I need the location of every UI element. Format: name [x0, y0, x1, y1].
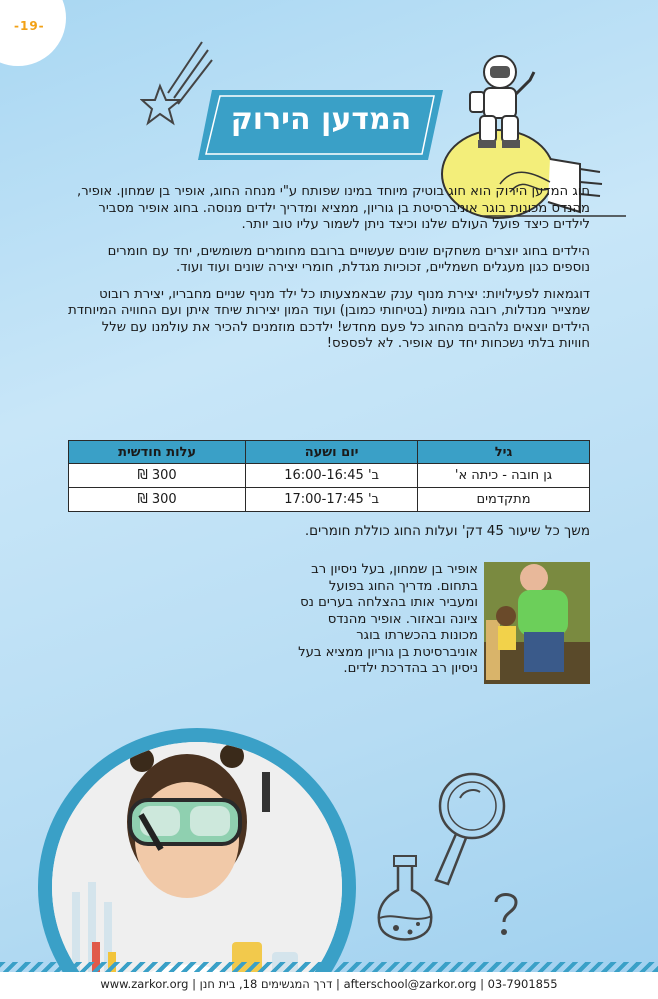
table-cell: מתקדמים	[418, 488, 590, 512]
table-cell: ב' 17:00-17:45	[246, 488, 418, 512]
table-cell: 300 ₪	[69, 488, 246, 512]
intro-paragraph: דוגמאות לפעילויות: יצירת מנוף ענק שבאמצעותו כל ילד מניף שניים מחבריו, יצירת רובוט שמצייר מנדלות, רובה גומיות (בטיחותי כמובן) ועוד המון יצירות שיחד איתן ועם החוויה המיוחדת הילדים יוצאים נלהבים מהחוג כל פעם מחדש! ילדכם מוזמנים להכיר את עולמנו עם שלל חוויות בלתי נשכחות יחד עם אופיר. לא לפספס!	[68, 286, 590, 351]
child-photo-frame	[38, 728, 356, 999]
table-header-cost: עלות חודשית	[69, 441, 246, 464]
schedule-table	[68, 440, 590, 512]
table-cell: ב' 16:00-16:45	[246, 464, 418, 488]
page-number: -19-	[14, 19, 45, 33]
table-row	[69, 464, 590, 488]
instructor-photo	[484, 562, 590, 684]
table-cell: גן חובה - כיתה א'	[418, 464, 590, 488]
lesson-note: משך כל שיעור 45 דק' ועלות החוג כוללת חומרים.	[304, 523, 590, 539]
footer-contact: afterschool@zarkor.org | 03-7901855 | דרך המגשימים 18, בית חנן | www.zarkor.org	[0, 972, 658, 999]
table-row	[69, 488, 590, 512]
table-header-age: גיל	[418, 441, 590, 464]
title-banner	[198, 90, 443, 160]
question-mark-icon	[490, 890, 520, 938]
table-cell: 300 ₪	[69, 464, 246, 488]
flask-icon	[374, 854, 438, 946]
instructor-bio: אופיר בן שמחון, בעל ניסיון רב בתחום. מדריך החוג בפועל ומעביר אותו בהצלחה בערים נס ציונה ובאזור. אופיר מהנדס מכונות בהכשרתו בוגר אוניברסיטת בן גוריון ממציא בעל ניסיון רב בהדרכת ילדים.	[298, 562, 478, 676]
table-header-day-time: יום ושעה	[246, 441, 418, 464]
table-header-row	[69, 441, 590, 464]
intro-paragraph: הילדים בחוג יוצרים משחקים שונים שעשויים ברובם מחומרים משומשים, יחד עם חומרים נוספים כגון מעגלים חשמליים, זכוכיות מגדלת, חומרי יצירה שונים ועוד ועוד.	[107, 243, 590, 275]
page-title: המדען הירוק	[230, 102, 412, 137]
child-photo	[52, 742, 342, 999]
page-number-badge	[0, 0, 66, 66]
intro-paragraph: חוג המדען הירוק הוא חוג בוטיק מיוחד במינו שפותח ע"י מנחה החוג, אופיר בן שמחון. אופיר, מהנדס מכונות בוגר אוניברסיטת בן גוריון, ממציא ומדריך ילדים מנוסה. בחוג אופיר מסביר לילדים כיצד פועל העולם שלנו וכיצד ניתן לשמור עליו טוב יותר.	[77, 184, 590, 232]
intro-section	[68, 184, 590, 363]
